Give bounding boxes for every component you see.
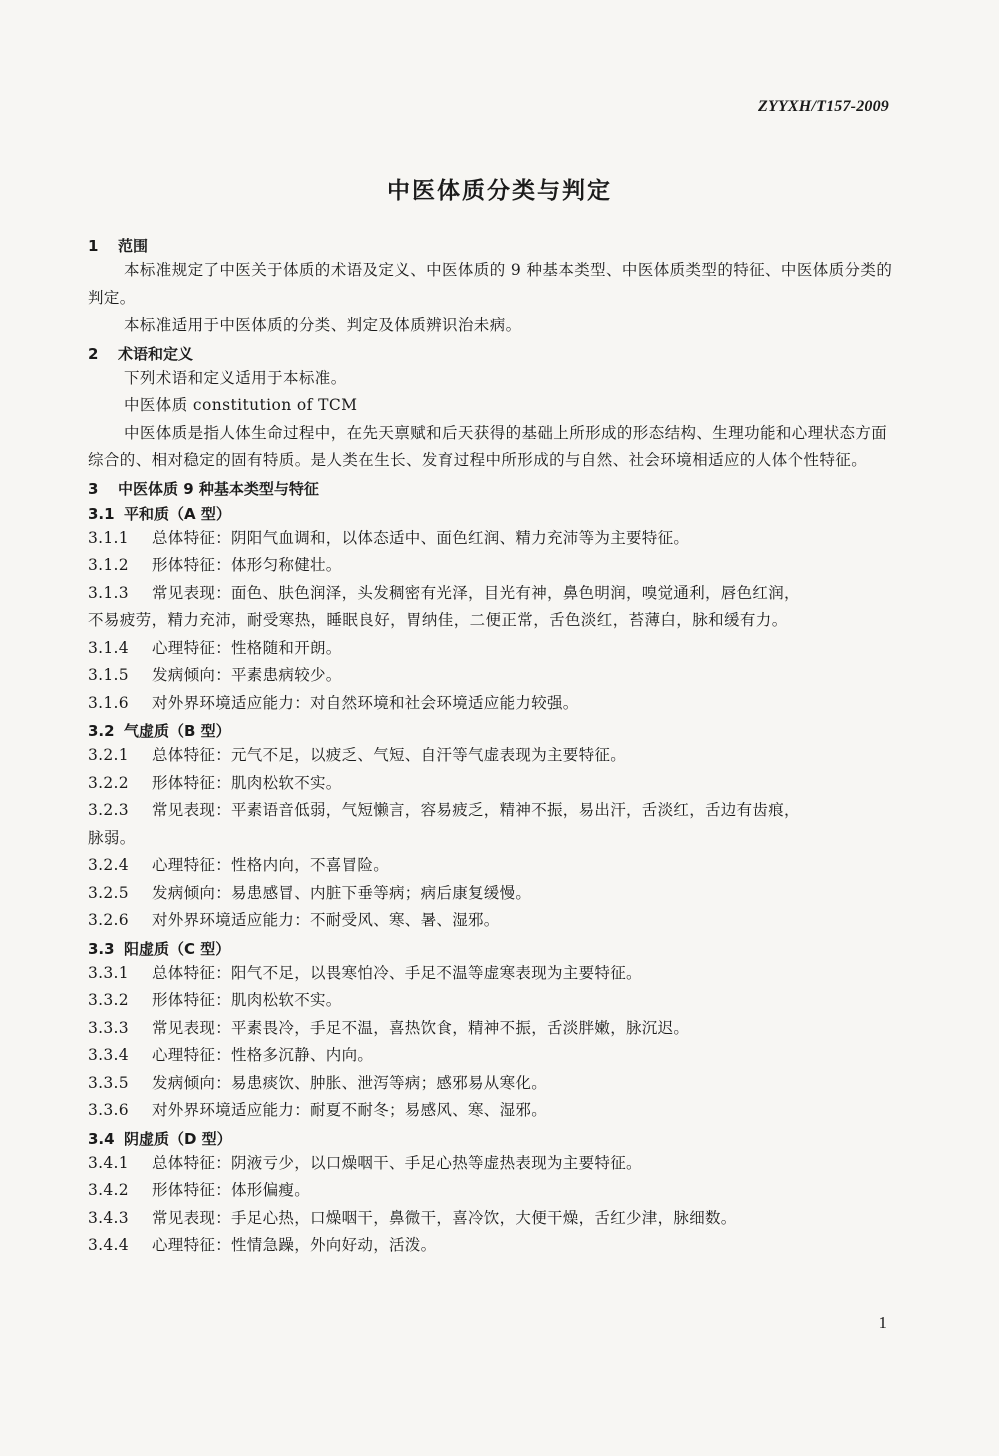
clause-item: 3.4.2 形体特征：体形偏瘦。 [88, 1181, 311, 1199]
page-number: 1 [878, 1313, 887, 1332]
clause-item: 3.2.3 常见表现：平素语音低弱，气短懒言，容易疲乏，精神不振，易出汗，舌淡红，舌边有齿痕， [88, 801, 800, 819]
document-body [88, 232, 900, 1260]
clause-item: 3.2.1 总体特征：元气不足，以疲乏、气短、自汗等气虚表现为主要特征。 [88, 746, 627, 764]
section-heading: 2 术语和定义 [88, 344, 194, 363]
clause-item: 3.2.4 心理特征：性格内向，不喜冒险。 [88, 856, 390, 874]
clause-item: 3.3.6 对外界环境适应能力：耐夏不耐冬；易感风、寒、湿邪。 [88, 1101, 548, 1119]
subsection-heading: 3.2 气虚质（B 型） [88, 722, 231, 740]
term-entry: 中医体质 constitution of TCM [124, 396, 358, 414]
clause-continuation: 不易疲劳，精力充沛，耐受寒热，睡眠良好，胃纳佳，二便正常，舌色淡红，苔薄白，脉和缓有力。 [88, 611, 788, 629]
clause-continuation: 脉弱。 [88, 828, 136, 847]
section-heading: 1 范围 [88, 237, 149, 255]
clause-item: 3.3.2 形体特征：肌肉松软不实。 [88, 991, 342, 1009]
clause-item: 3.1.4 心理特征：性格随和开朗。 [88, 638, 342, 657]
clause-item: 3.1.1 总体特征：阴阳气血调和，以体态适中、面色红润、精力充沛等为主要特征。 [88, 528, 690, 547]
paragraph: 下列术语和定义适用于本标准。 [124, 368, 347, 387]
section-heading: 3 中医体质 9 种基本类型与特征 [88, 479, 319, 498]
subsection-heading: 3.1 平和质（A 型） [88, 504, 231, 523]
paragraph: 本标准规定了中医关于体质的术语及定义、中医体质的 9 种基本类型、中医体质类型的特征、中医体质分类的判定。 [88, 261, 893, 307]
clause-item: 3.3.3 常见表现：平素畏冷，手足不温，喜热饮食，精神不振，舌淡胖嫩，脉沉迟。 [88, 1018, 690, 1037]
clause-item: 3.4.1 总体特征：阴液亏少，以口燥咽干、手足心热等虚热表现为主要特征。 [88, 1153, 642, 1172]
clause-item: 3.3.4 心理特征：性格多沉静、内向。 [88, 1046, 374, 1064]
subsection-heading: 3.3 阳虚质（C 型） [88, 939, 231, 958]
subsection-heading: 3.4 阴虚质（D 型） [88, 1129, 232, 1148]
clause-item: 3.3.5 发病倾向：易患痰饮、肿胀、泄泻等病；感邪易从寒化。 [88, 1073, 548, 1092]
clause-item: 3.2.6 对外界环境适应能力：不耐受风、寒、暑、湿邪。 [88, 911, 500, 929]
document-title: 中医体质分类与判定 [387, 178, 612, 204]
clause-item: 3.2.5 发病倾向：易患感冒、内脏下垂等病；病后康复缓慢。 [88, 883, 532, 902]
clause-item: 3.1.2 形体特征：体形匀称健壮。 [88, 556, 342, 574]
standard-code: ZYYXH/T157-2009 [758, 98, 889, 115]
clause-item: 3.3.1 总体特征：阳气不足，以畏寒怕冷、手足不温等虚寒表现为主要特征。 [88, 963, 642, 982]
clause-item: 3.4.4 心理特征：性情急躁，外向好动，活泼。 [88, 1236, 437, 1254]
paragraph: 中医体质是指人体生命过程中，在先天禀赋和后天获得的基础上所形成的形态结构、生理功能和心理状态方面综合的、相对稳定的固有特质。是人类在生长、发育过程中所形成的与自然、社会环境相适应的人体个性特征。 [88, 423, 888, 469]
clause-item: 3.1.5 发病倾向：平素患病较少。 [88, 666, 342, 684]
paragraph: 本标准适用于中医体质的分类、判定及体质辨识治未病。 [124, 316, 522, 334]
clause-item: 3.1.6 对外界环境适应能力：对自然环境和社会环境适应能力较强。 [88, 693, 579, 712]
clause-item: 3.1.3 常见表现：面色、肤色润泽，头发稠密有光泽，目光有神，鼻色明润，嗅觉通利，唇色红润， [88, 583, 800, 602]
clause-item: 3.2.2 形体特征：肌肉松软不实。 [88, 773, 342, 792]
clause-item: 3.4.3 常见表现：手足心热，口燥咽干，鼻微干，喜冷饮，大便干燥，舌红少津，脉细数。 [88, 1208, 737, 1227]
